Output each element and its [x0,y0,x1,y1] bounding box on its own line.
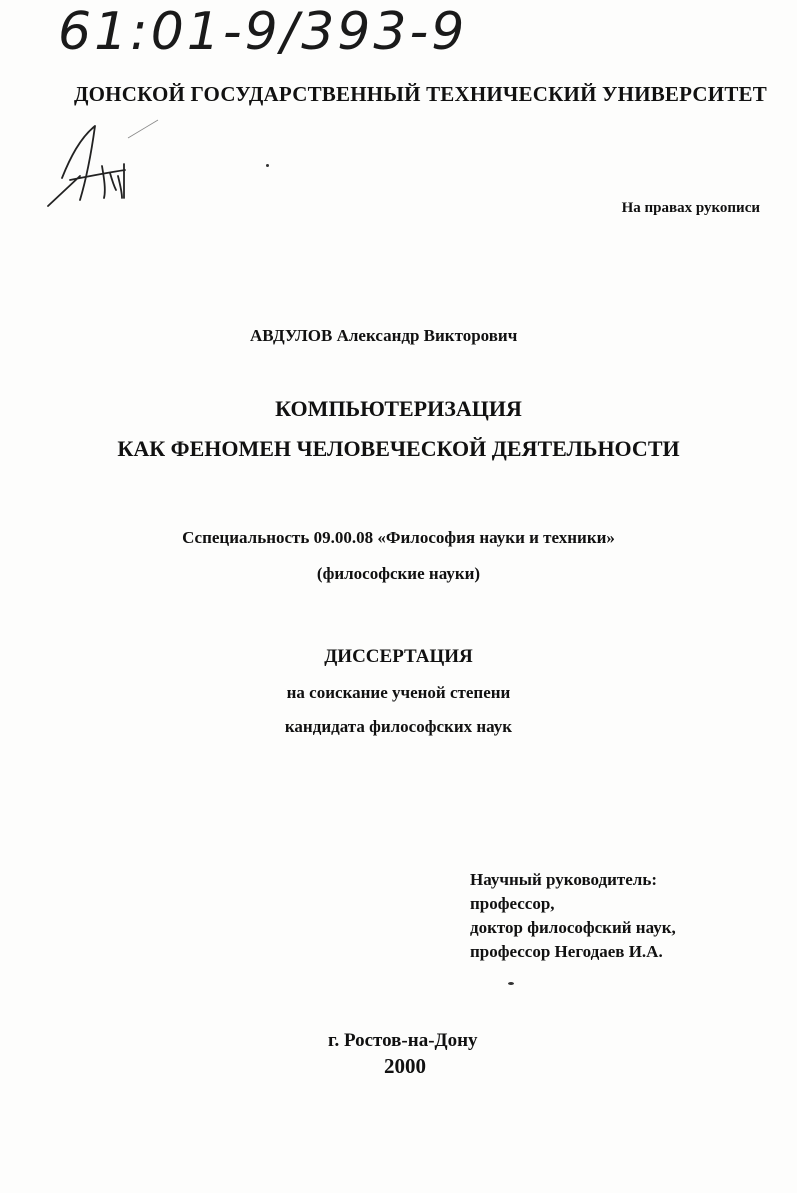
title-line-1: КОМПЬЮТЕРИЗАЦИЯ [275,396,522,421]
year: 2000 [384,1054,426,1078]
supervisor-block [470,868,770,964]
handwritten-archive-code: 61:01-9/393-9 [58,2,468,62]
signature-mark [40,118,160,218]
author-name: АВДУЛОВ Александр Викторович [250,326,518,345]
degree-line-1: на соискание ученой степени [286,683,511,702]
degree-line-2: кандидата философских наук [284,717,513,736]
manuscript-rights-note: На правах рукописи [621,200,760,216]
scan-speck [508,982,514,985]
document-type: ДИССЕРТАЦИЯ [324,646,473,667]
specialty: Сспециальность 09.00.08 «Философия науки и техники» [182,528,615,547]
supervisor-label: Научный руководитель: [470,870,657,889]
supervisor-title: профессор, [470,894,555,913]
city: г. Ростов-на-Дону [328,1030,478,1051]
science-field: (философские науки) [316,564,481,583]
scan-speck [266,164,269,167]
supervisor-name: профессор Негодаев И.А. [470,942,663,961]
title-line-2: КАК ФЕНОМЕН ЧЕЛОВЕЧЕСКОЙ ДЕЯТЕЛЬНОСТИ [117,436,680,461]
supervisor-degree: доктор философский наук, [470,918,676,937]
university-name: ДОНСКОЙ ГОСУДАРСТВЕННЫЙ ТЕХНИЧЕСКИЙ УНИВЕРСИТЕТ [74,82,767,106]
